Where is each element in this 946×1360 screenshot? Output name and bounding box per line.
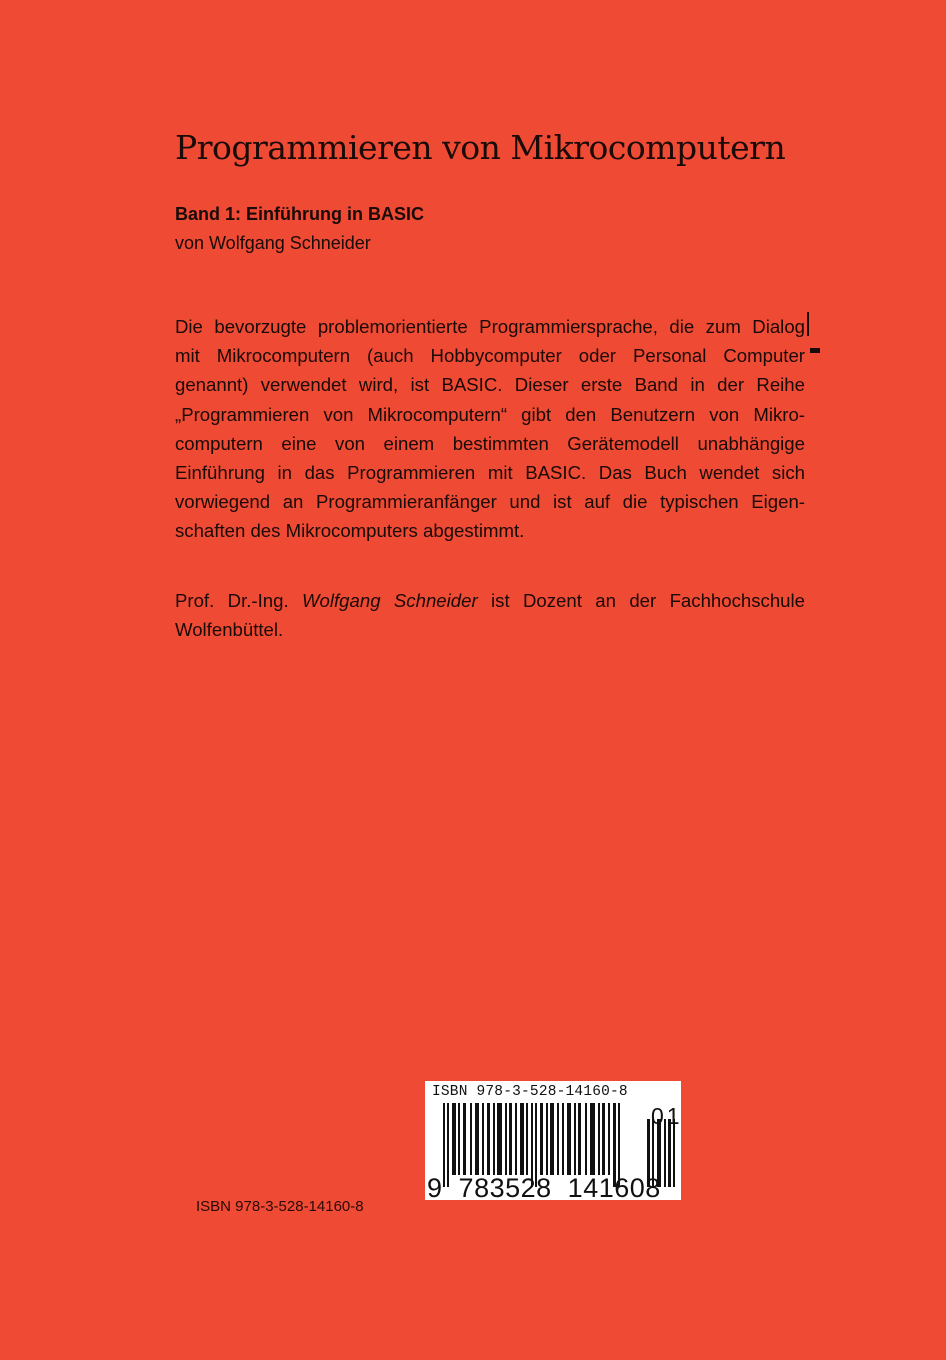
barcode-left-group: 783528	[458, 1173, 552, 1203]
description-line: mit Mikrocomputern (auch Hobbycomputer oder Personal Computer	[175, 345, 805, 367]
barcode-isbn-label: ISBN 978-3-528-14160-8	[432, 1084, 628, 1100]
author-line: von Wolfgang Schneider	[175, 233, 371, 253]
description-line: genannt) verwendet wird, ist BASIC. Dieser erste Band in der Reihe	[175, 374, 805, 396]
bio-prefix: Prof. Dr.-Ing.	[175, 590, 289, 611]
barcode-addon: 01	[651, 1103, 683, 1129]
description-paragraph	[175, 312, 805, 546]
hyphen-mark	[810, 348, 820, 353]
bio-rest: ist Dozent an der Fachhochschule	[491, 590, 805, 611]
description-line: „Programmieren von Mikrocomputern“ gibt den Benutzern von Mikro-	[175, 403, 805, 425]
bio-name: Wolfgang Schneider	[301, 590, 478, 611]
description-line: Die bevorzugte problemorientierte Programmiersprache, die zum Dialog	[175, 316, 805, 337]
isbn-barcode	[425, 1081, 683, 1203]
bio-line-1	[175, 586, 805, 615]
description-line: computern eine von einem bestimmten Gerätemodell unabhängige	[175, 432, 805, 454]
barcode-first-digit: 9	[427, 1173, 443, 1203]
print-mark	[807, 312, 809, 336]
bio-line-2: Wolfenbüttel.	[175, 619, 284, 641]
volume-title: Band 1: Einführung in BASIC	[175, 204, 424, 224]
barcode-digits	[427, 1173, 661, 1204]
author-bio	[175, 586, 805, 644]
barcode-right-group: 141608	[567, 1173, 661, 1203]
series-title: Programmieren von Mikrocomputern	[175, 128, 786, 167]
isbn-text: ISBN 978-3-528-14160-8	[196, 1198, 364, 1215]
description-line: schaften des Mikrocomputers abgestimmt.	[175, 520, 525, 542]
description-line: Einführung in das Programmieren mit BASIC. Das Buch wendet sich	[175, 462, 805, 484]
description-line: vorwiegend an Programmieranfänger und ist auf die typischen Eigen-	[175, 491, 805, 513]
